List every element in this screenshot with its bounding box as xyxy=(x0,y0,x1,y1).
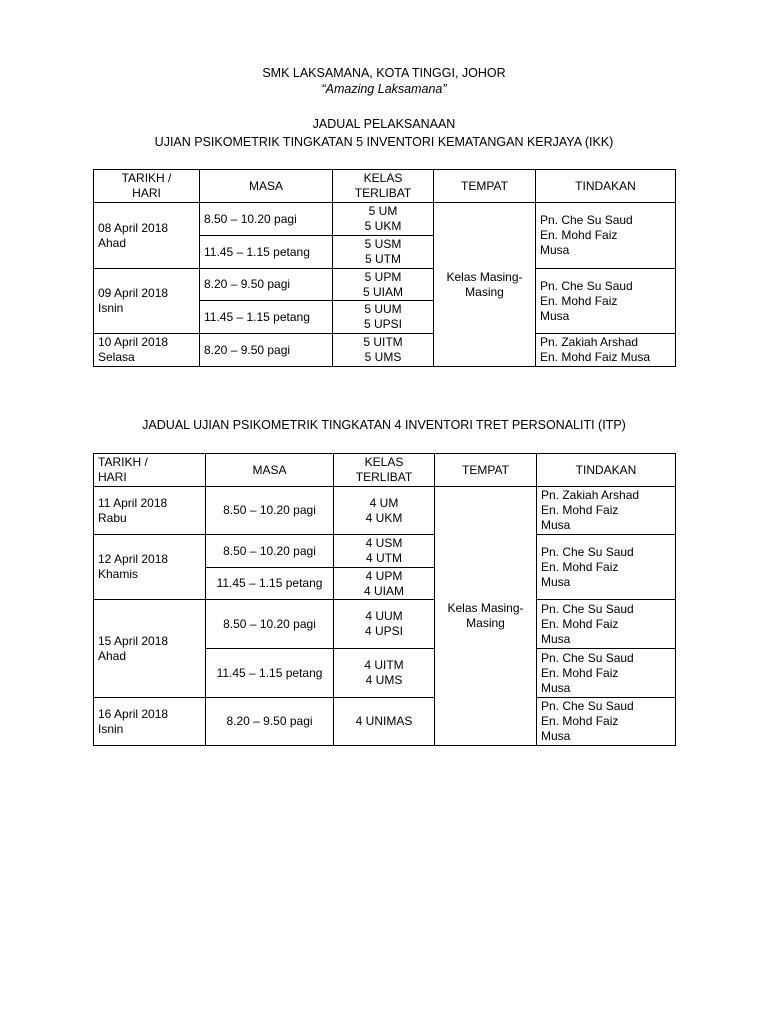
table-row xyxy=(94,269,676,301)
header-kelas: KELAS TERLIBAT xyxy=(333,170,434,203)
header-masa: MASA xyxy=(200,170,333,203)
header-tindakan: TINDAKAN xyxy=(537,454,676,487)
header-masa: MASA xyxy=(206,454,334,487)
cell-masa: 11.45 – 1.15 petang xyxy=(206,568,334,600)
table-row xyxy=(94,203,676,236)
header-tarikh: TARIKH / HARI xyxy=(94,454,206,487)
cell-tarikh: 11 April 2018 Rabu xyxy=(94,487,206,535)
cell-tarikh: 16 April 2018 Isnin xyxy=(94,698,206,746)
table-header-row xyxy=(94,454,676,487)
school-name: SMK LAKSAMANA, KOTA TINGGI, JOHOR xyxy=(262,66,506,80)
cell-kelas: 4 UM 4 UKM xyxy=(334,487,435,535)
table1-title-line1: JADUAL PELAKSANAAN xyxy=(312,117,456,131)
cell-tempat: Kelas Masing- Masing xyxy=(435,487,537,746)
cell-kelas: 4 UUM 4 UPSI xyxy=(334,600,435,649)
table-row xyxy=(94,535,676,568)
table-row xyxy=(94,334,676,367)
cell-masa: 8.20 – 9.50 pagi xyxy=(200,269,333,301)
cell-kelas: 4 UNIMAS xyxy=(334,698,435,746)
cell-kelas: 5 UM 5 UKM xyxy=(333,203,434,236)
cell-masa: 11.45 – 1.15 petang xyxy=(200,301,333,334)
cell-tindakan: Pn. Zakiah Arshad En. Mohd Faiz Musa xyxy=(536,334,676,367)
table-header-row xyxy=(94,170,676,203)
table2-title: JADUAL UJIAN PSIKOMETRIK TINGKATAN 4 INVENTORI TRET PERSONALITI (ITP) xyxy=(142,418,626,432)
cell-tarikh: 12 April 2018 Khamis xyxy=(94,535,206,600)
cell-kelas: 5 UPM 5 UIAM xyxy=(333,269,434,301)
cell-kelas: 5 UUM 5 UPSI xyxy=(333,301,434,334)
cell-kelas: 4 UITM 4 UMS xyxy=(334,649,435,698)
cell-masa: 8.20 – 9.50 pagi xyxy=(206,698,334,746)
cell-tindakan: Pn. Zakiah Arshad En. Mohd Faiz Musa xyxy=(537,487,676,535)
schedule-table-form4 xyxy=(93,453,676,746)
cell-masa: 11.45 – 1.15 petang xyxy=(200,236,333,269)
table-row xyxy=(94,600,676,649)
cell-tempat: Kelas Masing- Masing xyxy=(434,203,536,367)
schedule-table-form5 xyxy=(93,169,676,367)
cell-kelas: 4 UPM 4 UIAM xyxy=(334,568,435,600)
cell-kelas: 5 USM 5 UTM xyxy=(333,236,434,269)
cell-masa: 8.50 – 10.20 pagi xyxy=(200,203,333,236)
cell-kelas: 5 UITM 5 UMS xyxy=(333,334,434,367)
cell-tindakan: Pn. Che Su Saud En. Mohd Faiz Musa xyxy=(536,269,676,334)
table-row xyxy=(94,487,676,535)
cell-tindakan: Pn. Che Su Saud En. Mohd Faiz Musa xyxy=(537,600,676,649)
cell-kelas: 4 USM 4 UTM xyxy=(334,535,435,568)
cell-masa: 11.45 – 1.15 petang xyxy=(206,649,334,698)
cell-masa: 8.20 – 9.50 pagi xyxy=(200,334,333,367)
header-tempat: TEMPAT xyxy=(435,454,537,487)
cell-tarikh: 15 April 2018 Ahad xyxy=(94,600,206,698)
cell-masa: 8.50 – 10.20 pagi xyxy=(206,600,334,649)
cell-tarikh: 09 April 2018 Isnin xyxy=(94,269,200,334)
table1-title-line2: UJIAN PSIKOMETRIK TINGKATAN 5 INVENTORI KEMATANGAN KERJAYA (IKK) xyxy=(154,135,614,149)
cell-tindakan: Pn. Che Su Saud En. Mohd Faiz Musa xyxy=(536,203,676,269)
header-tempat: TEMPAT xyxy=(434,170,536,203)
cell-tarikh: 08 April 2018 Ahad xyxy=(94,203,200,269)
cell-tarikh: 10 April 2018 Selasa xyxy=(94,334,200,367)
cell-masa: 8.50 – 10.20 pagi xyxy=(206,487,334,535)
cell-tindakan: Pn. Che Su Saud En. Mohd Faiz Musa xyxy=(537,649,676,698)
header-kelas: KELAS TERLIBAT xyxy=(334,454,435,487)
header-tarikh: TARIKH / HARI xyxy=(94,170,200,203)
cell-tindakan: Pn. Che Su Saud En. Mohd Faiz Musa xyxy=(537,698,676,746)
table-row xyxy=(94,698,676,746)
school-motto: “Amazing Laksamana” xyxy=(321,82,447,96)
cell-masa: 8.50 – 10.20 pagi xyxy=(206,535,334,568)
header-tindakan: TINDAKAN xyxy=(536,170,676,203)
cell-tindakan: Pn. Che Su Saud En. Mohd Faiz Musa xyxy=(537,535,676,600)
